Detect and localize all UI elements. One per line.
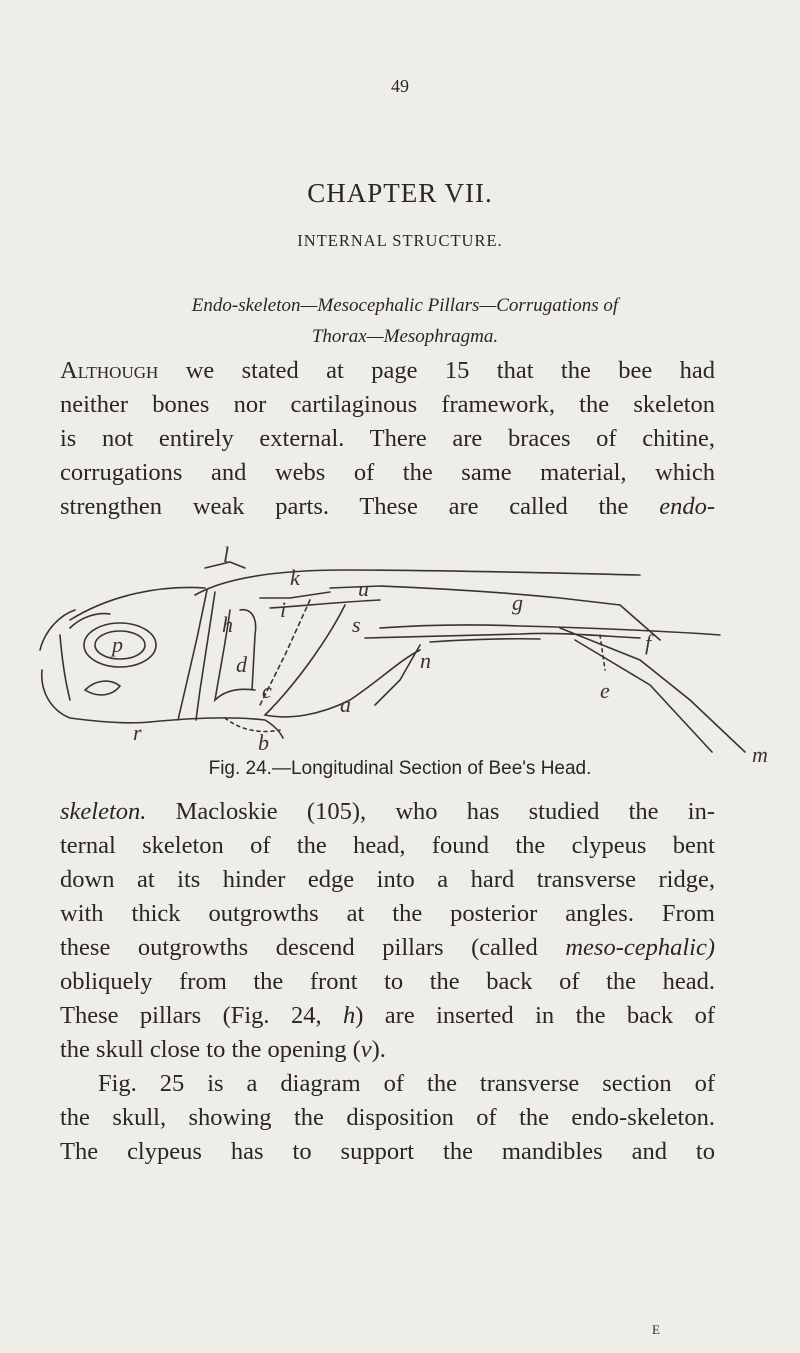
drop-word: Although [60,357,159,384]
figure-24 [0,540,800,762]
paragraph-line: neither bones nor cartilaginous framework, the skeleton [60,391,715,418]
paragraph-line [60,1033,715,1067]
subtitle-line-1: Endo-skeleton—Mesocephalic Pillars—Corrugations of [191,295,619,316]
text-span: These pillars (Fig. 24, [60,1002,343,1029]
signature-mark: E [652,1322,660,1337]
text-span: ). [371,1036,386,1063]
paragraph-line [60,490,715,524]
paragraph-line: with thick outgrowths at the posterior angles. From [60,900,715,927]
label-b: b [258,730,269,755]
label-d: d [236,652,247,677]
section-title: INTERNAL STRUCTURE. [297,231,503,250]
label-h: h [222,612,233,637]
text-span: the skull close to the opening ( [60,1036,361,1063]
paragraph-line: down at its hinder edge into a hard transverse ridge, [60,866,715,893]
subtitle-line-2: Thorax—Mesophragma. [311,326,499,347]
italic-span: skeleton. [60,798,147,825]
text-span: Macloskie (105), who has studied the in- [146,798,715,825]
text-span: ) are inserted in the back of [355,1002,715,1029]
paragraph-line: is not entirely external. There are braces of chitine, [60,425,715,452]
paragraph-line: corrugations and webs of the same material, which [60,459,715,486]
paragraph-line: obliquely from the front to the back of the head. [60,968,715,995]
paragraph-line: The clypeus has to support the mandibles and to [60,1138,715,1165]
paragraph-line: Fig. 25 is a diagram of the transverse section of [98,1070,715,1097]
label-i: i [280,597,287,622]
label-f: f [645,630,652,655]
label-g: g [512,590,523,615]
paragraph-line [60,931,715,965]
label-c: c [262,678,272,703]
text-span: these outgrowths descend pillars (called [60,934,566,961]
italic-span: endo- [659,493,715,520]
text-span: we stated at page 15 that the bee had [158,357,715,384]
label-e: e [600,678,610,703]
paragraph-line: the skull, showing the disposition of the endo-skeleton. [60,1104,715,1131]
paragraph-2 [60,795,715,1067]
label-u: u [358,576,369,601]
label-m: m [752,742,768,762]
paragraph-3 [60,1067,715,1169]
label-n: n [420,648,431,673]
paragraph-line [60,354,715,388]
page-number: 49 [391,76,409,96]
label-k: k [290,565,300,590]
italic-span: meso-cephalic) [565,934,715,961]
paragraph-line [60,999,715,1033]
text-span: strengthen weak parts. These are called the [60,493,660,520]
bee-head-section-illustration [0,540,800,762]
paragraph-line: ternal skeleton of the head, found the clypeus bent [60,832,715,859]
paragraph-line [60,795,715,829]
label-p: p [112,632,123,657]
label-r: r [133,720,142,745]
label-s: s [352,612,361,637]
chapter-subtitle [80,290,730,352]
label-a: a [340,692,351,717]
italic-span: h [342,1002,356,1029]
label-l: l [223,542,230,567]
figure-caption: Fig. 24.—Longitudinal Section of Bee's Head. [208,758,592,779]
italic-span: v [360,1036,372,1063]
paragraph-1 [60,354,715,524]
chapter-title: CHAPTER VII. [307,178,493,208]
